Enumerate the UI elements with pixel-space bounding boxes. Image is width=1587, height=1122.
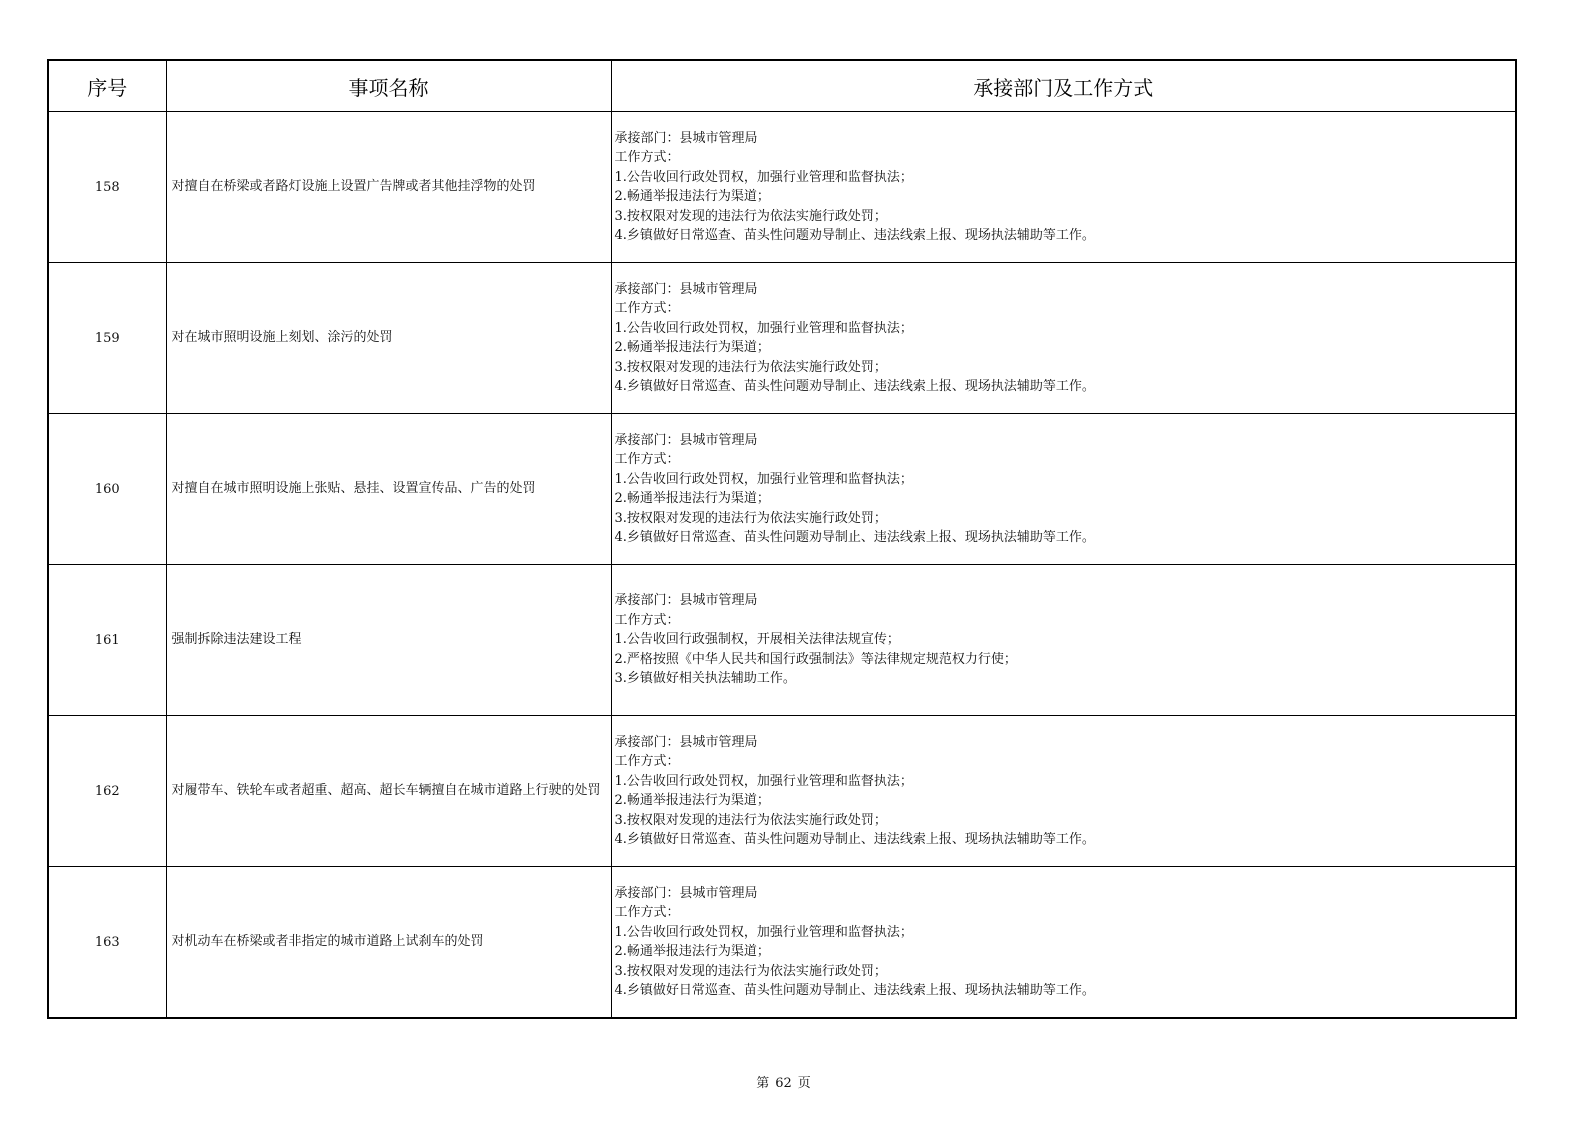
item-name: 对擅自在城市照明设施上张贴、悬挂、设置宣传品、广告的处罚 <box>166 414 611 565</box>
method-line: 3.按权限对发现的违法行为依法实施行政处罚； <box>614 510 887 526</box>
method-line: 1.公告收回行政处罚权，加强行业管理和监督执法； <box>614 471 913 487</box>
method-line: 1.公告收回行政处罚权，加强行业管理和监督执法； <box>614 773 913 789</box>
table-row <box>48 565 1516 716</box>
method-line: 3.按权限对发现的违法行为依法实施行政处罚； <box>614 359 887 375</box>
department-and-method <box>611 867 1516 1019</box>
header-name: 事项名称 <box>166 60 611 112</box>
row-number: 160 <box>48 414 166 565</box>
method-line: 工作方式： <box>614 150 680 165</box>
method-line: 承接部门：县城市管理局 <box>614 281 758 297</box>
item-name: 对擅自在桥梁或者路灯设施上设置广告牌或者其他挂浮物的处罚 <box>166 112 611 263</box>
header-num: 序号 <box>48 60 166 112</box>
table-row <box>48 867 1516 1019</box>
method-line: 2.严格按照《中华人民共和国行政强制法》等法律规定规范权力行使； <box>614 651 1017 667</box>
method-line: 承接部门：县城市管理局 <box>614 432 758 448</box>
method-line: 3.乡镇做好相关执法辅助工作。 <box>614 671 796 687</box>
item-name: 对在城市照明设施上刻划、涂污的处罚 <box>166 263 611 414</box>
method-line: 工作方式： <box>614 452 680 467</box>
method-line: 1.公告收回行政处罚权，加强行业管理和监督执法； <box>614 924 913 940</box>
items-table <box>47 59 1517 1019</box>
header-row <box>48 60 1516 112</box>
method-line: 2.畅通举报违法行为渠道； <box>614 491 770 506</box>
method-line: 2.畅通举报违法行为渠道； <box>614 340 770 355</box>
table-row <box>48 716 1516 867</box>
method-line: 1.公告收回行政强制权，开展相关法律法规宣传； <box>614 632 900 648</box>
department-and-method <box>611 716 1516 867</box>
row-number: 162 <box>48 716 166 867</box>
table-row <box>48 112 1516 263</box>
method-line: 工作方式： <box>614 301 680 316</box>
method-line: 工作方式： <box>614 905 680 920</box>
department-and-method <box>611 565 1516 716</box>
method-line: 2.畅通举报违法行为渠道； <box>614 793 770 808</box>
page-prefix: 第 <box>756 1076 770 1091</box>
header-way: 承接部门及工作方式 <box>611 60 1516 112</box>
department-and-method <box>611 263 1516 414</box>
method-line: 4.乡镇做好日常巡查、苗头性问题劝导制止、违法线索上报、现场执法辅助等工作。 <box>614 832 1095 847</box>
page-suffix: 页 <box>797 1076 811 1091</box>
department-and-method <box>611 112 1516 263</box>
row-number: 158 <box>48 112 166 263</box>
method-line: 3.按权限对发现的违法行为依法实施行政处罚； <box>614 963 887 979</box>
method-line: 4.乡镇做好日常巡查、苗头性问题劝导制止、违法线索上报、现场执法辅助等工作。 <box>614 228 1095 243</box>
item-name: 强制拆除违法建设工程 <box>166 565 611 716</box>
item-name: 对履带车、铁轮车或者超重、超高、超长车辆擅自在城市道路上行驶的处罚 <box>166 716 611 867</box>
method-line: 承接部门：县城市管理局 <box>614 885 758 901</box>
method-line: 承接部门：县城市管理局 <box>614 130 758 146</box>
method-line: 工作方式： <box>614 754 680 769</box>
page-number: 62 <box>775 1076 792 1091</box>
table-row <box>48 263 1516 414</box>
method-line: 4.乡镇做好日常巡查、苗头性问题劝导制止、违法线索上报、现场执法辅助等工作。 <box>614 983 1095 998</box>
method-line: 4.乡镇做好日常巡查、苗头性问题劝导制止、违法线索上报、现场执法辅助等工作。 <box>614 379 1095 394</box>
row-number: 161 <box>48 565 166 716</box>
table-body <box>48 112 1516 1019</box>
method-line: 4.乡镇做好日常巡查、苗头性问题劝导制止、违法线索上报、现场执法辅助等工作。 <box>614 530 1095 545</box>
method-line: 3.按权限对发现的违法行为依法实施行政处罚； <box>614 208 887 224</box>
page-footer <box>0 1072 1567 1091</box>
method-line: 1.公告收回行政处罚权，加强行业管理和监督执法； <box>614 169 913 185</box>
method-line: 工作方式： <box>614 612 680 628</box>
method-line: 2.畅通举报违法行为渠道； <box>614 189 770 204</box>
department-and-method <box>611 414 1516 565</box>
row-number: 159 <box>48 263 166 414</box>
row-number: 163 <box>48 867 166 1019</box>
table-row <box>48 414 1516 565</box>
method-line: 2.畅通举报违法行为渠道； <box>614 944 770 959</box>
method-line: 承接部门：县城市管理局 <box>614 593 758 609</box>
method-line: 承接部门：县城市管理局 <box>614 734 758 750</box>
method-line: 3.按权限对发现的违法行为依法实施行政处罚； <box>614 812 887 828</box>
method-line: 1.公告收回行政处罚权，加强行业管理和监督执法； <box>614 320 913 336</box>
item-name: 对机动车在桥梁或者非指定的城市道路上试刹车的处罚 <box>166 867 611 1019</box>
